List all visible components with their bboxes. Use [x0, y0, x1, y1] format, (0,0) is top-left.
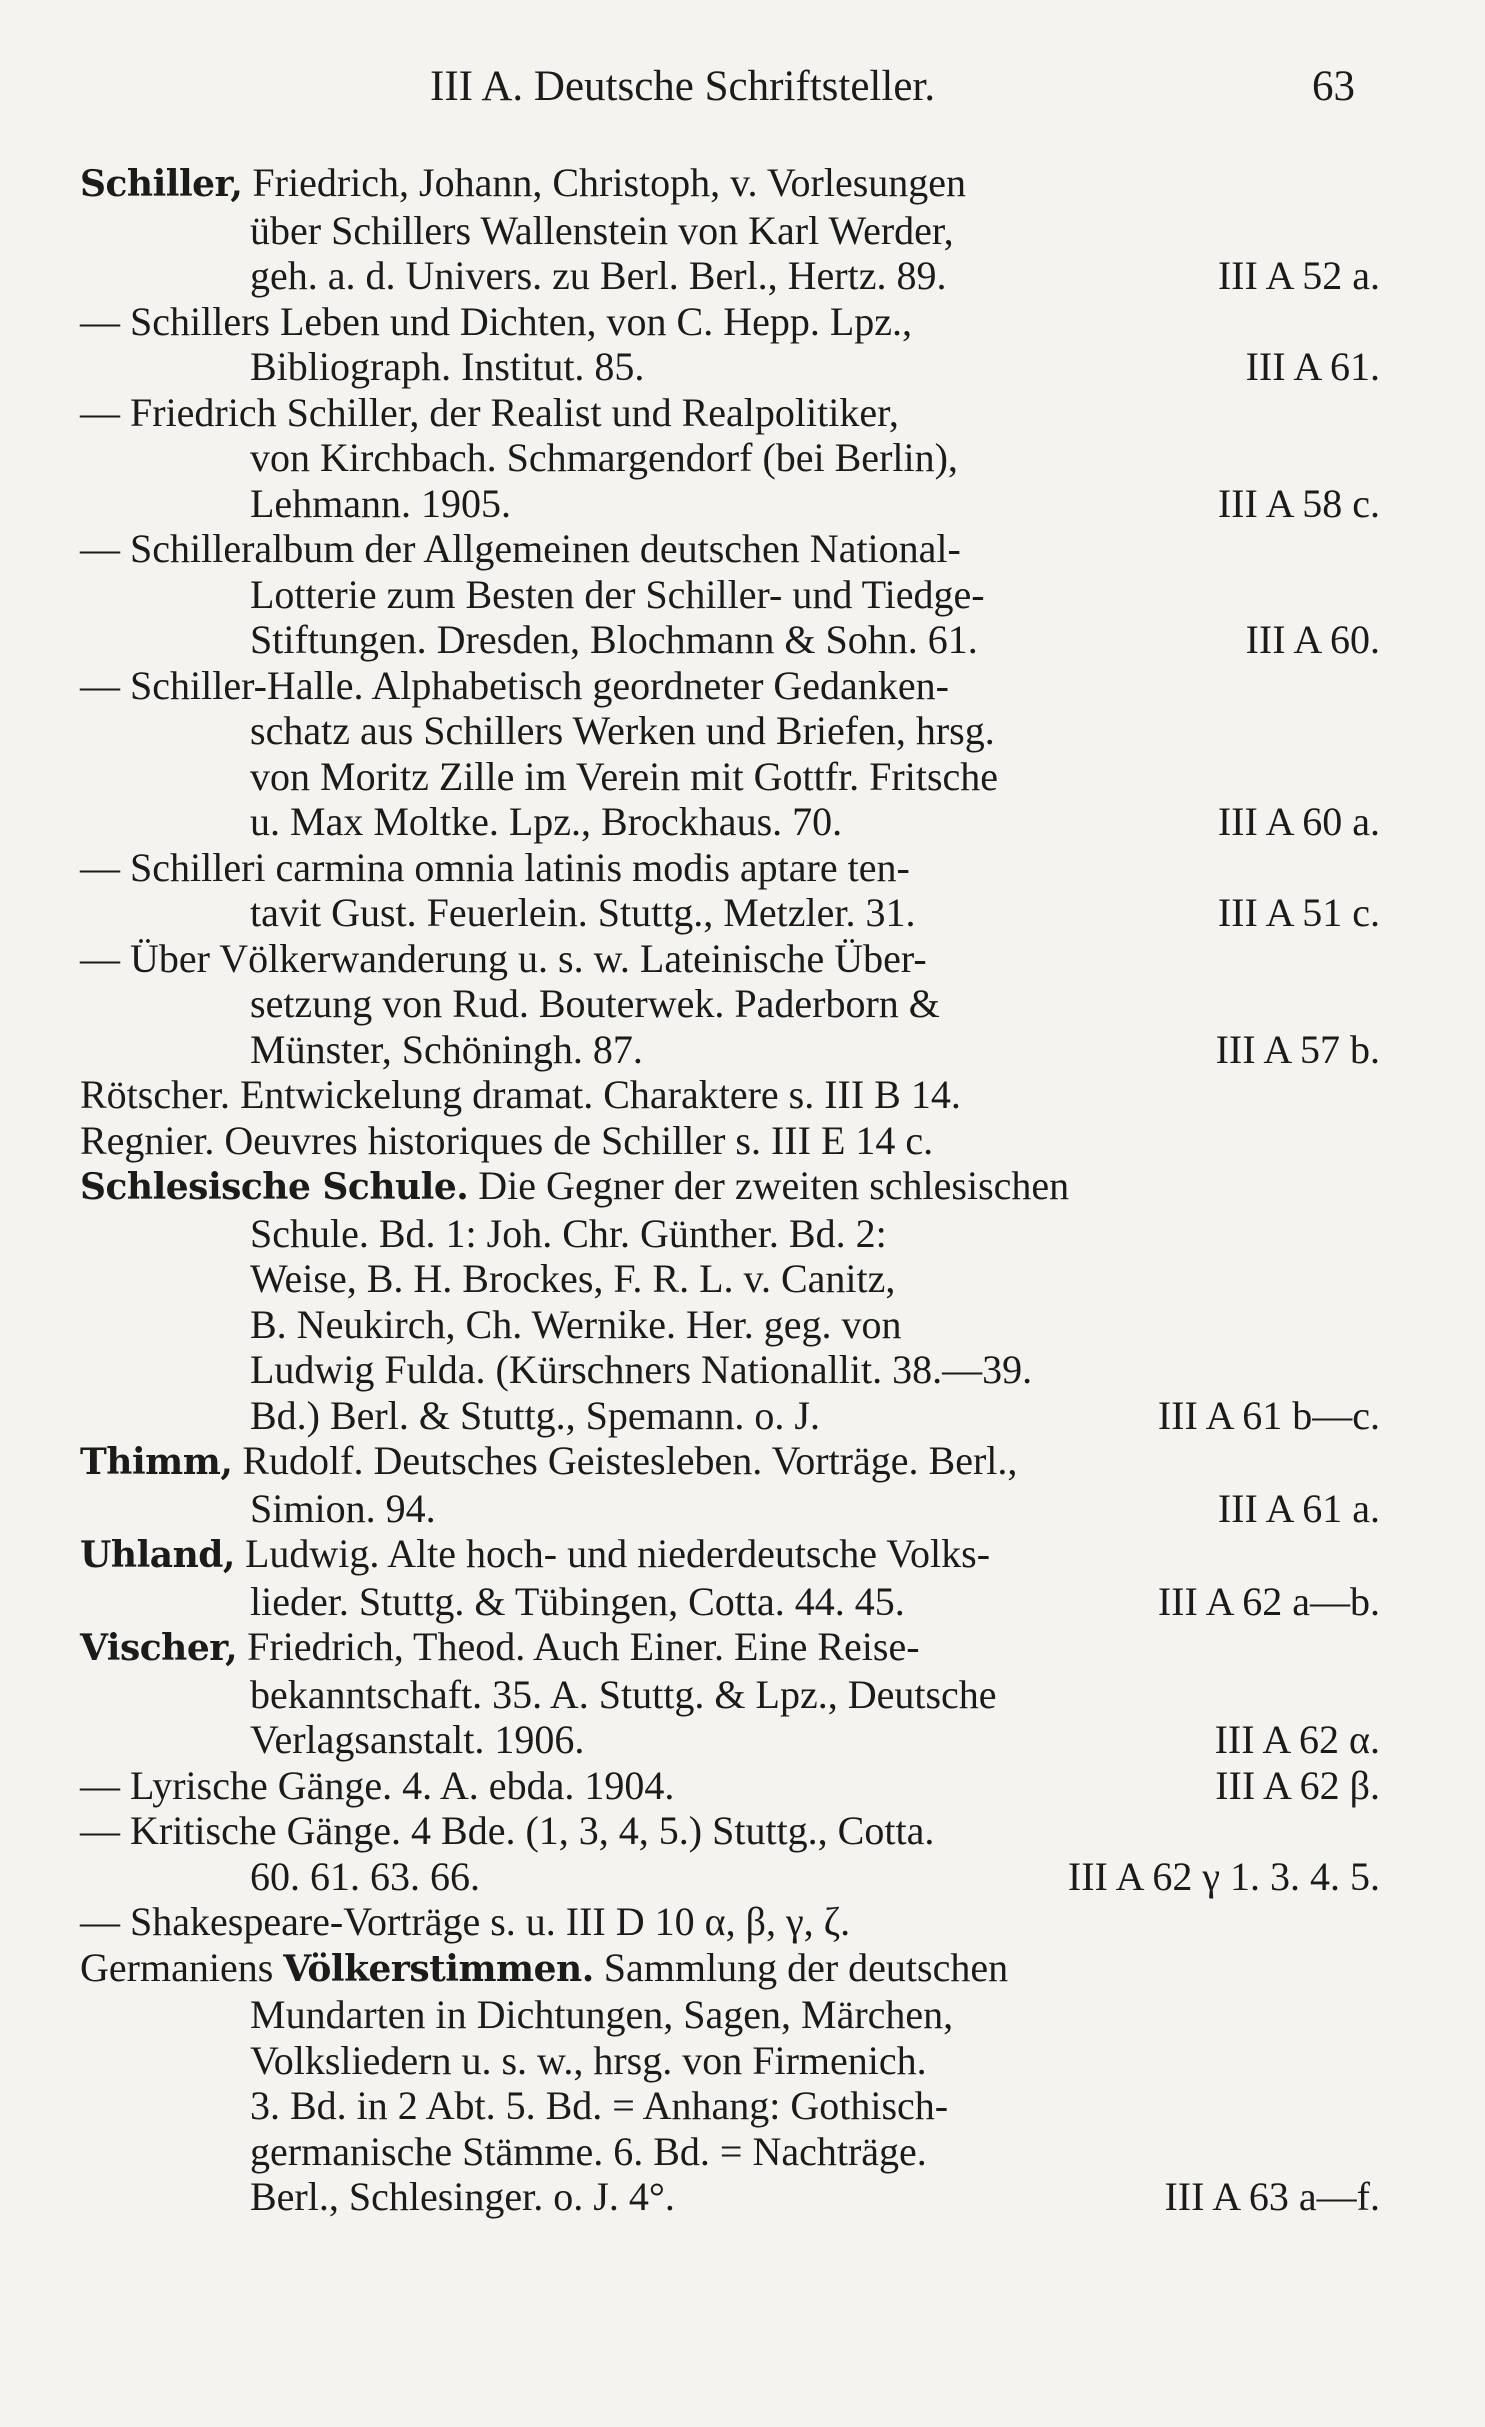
entry-heading: Völkerstimmen.: [283, 1947, 594, 1990]
entry-text: — Schiller-Halle. Alphabetisch geordneter Gedanken-: [80, 662, 949, 708]
entry-text: über Schillers Wallenstein von Karl Werder,: [250, 207, 954, 253]
entry-line: [80, 2038, 1380, 2084]
entry-line: [80, 572, 1380, 618]
entry-line: [80, 253, 1380, 299]
shelf-mark: III A 57 b.: [1215, 1026, 1380, 1072]
entry-line: [80, 663, 1380, 709]
entry-text: Weise, B. H. Brockes, F. R. L. v. Canitz,: [250, 1256, 896, 1301]
entry-text: Stiftungen. Dresden, Blochmann & Sohn. 61.: [250, 617, 978, 662]
entry-line: [80, 1211, 1380, 1257]
entry-line: [80, 1763, 1380, 1809]
entry-text: — Schilleralbum der Allgemeinen deutschen National-: [80, 526, 961, 571]
entry-line: [80, 208, 1380, 254]
entry-text: Berl., Schlesinger. o. J. 4°.: [250, 2174, 675, 2219]
entry-line: [80, 1672, 1380, 1718]
bibliography-entry: [80, 1624, 1380, 1763]
entry-text: — Schillers Leben und Dichten, von C. Hepp. Lpz.,: [80, 298, 913, 344]
entry-heading: Schiller,: [80, 163, 243, 205]
entry-line: [80, 1992, 1380, 2038]
entry-text: — Kritische Gänge. 4 Bde. (1, 3, 4, 5.) Stuttg., Cotta.: [80, 1808, 935, 1853]
entry-text: 60. 61. 63. 66.: [250, 1853, 480, 1899]
entry-text: Lehmann. 1905.: [250, 480, 512, 526]
entry-text: Mundarten in Dichtungen, Sagen, Märchen,: [250, 1992, 954, 2037]
entry-line: [80, 2083, 1380, 2129]
running-header: [0, 62, 1485, 118]
entry-text: Bibliograph. Institut. 85.: [250, 344, 645, 389]
entry-line: [80, 1027, 1380, 1073]
entry-line: [80, 160, 1380, 208]
entry-line: [80, 1531, 1380, 1579]
entry-line: [80, 936, 1380, 982]
shelf-mark: III A 63 a—f.: [1164, 2174, 1380, 2219]
entry-line: [80, 1717, 1380, 1763]
entry-text: Regnier. Oeuvres historiques de Schiller s. III E 14 c.: [80, 1117, 934, 1163]
entry-text: 3. Bd. in 2 Abt. 5. Bd. = Anhang: Gothisch-: [250, 2083, 949, 2128]
bibliography-entry: [80, 1945, 1380, 2220]
entry-line: [80, 981, 1380, 1027]
entry-text: Bd.) Berl. & Stuttg., Spemann. o. J.: [250, 1392, 820, 1438]
shelf-mark: III A 62 a—b.: [1157, 1578, 1380, 1624]
entry-line: [80, 1899, 1380, 1945]
entry-text: Rudolf. Deutsches Geistesleben. Vorträge. Berl.,: [232, 1438, 1018, 1483]
entry-text: Verlagsanstalt. 1906.: [250, 1717, 585, 1762]
entry-text: Münster, Schöningh. 87.: [250, 1026, 643, 1072]
entry-text: tavit Gust. Feuerlein. Stuttg., Metzler. 31.: [250, 890, 916, 935]
entry-text: — Shakespeare-Vorträge s. u. III D 10 α, β, γ, ζ.: [80, 1899, 851, 1944]
bibliography-entry: [80, 1438, 1380, 1531]
entry-text: bekanntschaft. 35. A. Stuttg. & Lpz., Deutsche: [250, 1671, 997, 1717]
bibliography-entry: [80, 299, 1380, 390]
bibliography-entry: [80, 390, 1380, 527]
entry-line: [80, 481, 1380, 527]
entry-text: Friedrich, Johann, Christoph, v. Vorlesungen: [242, 160, 967, 205]
entry-text: von Moritz Zille im Verein mit Gottfr. Fritsche: [250, 753, 999, 799]
entry-text: — Friedrich Schiller, der Realist und Realpolitiker,: [80, 389, 899, 435]
entry-line: [80, 1579, 1380, 1625]
shelf-mark: III A 61.: [1245, 344, 1380, 389]
bibliography-entry: [80, 526, 1380, 663]
page-number: 63: [1312, 63, 1355, 110]
entry-line: [80, 2174, 1380, 2220]
entry-heading: Thimm,: [80, 1441, 233, 1483]
entry-text: germanische Stämme. 6. Bd. = Nachträge.: [250, 2128, 927, 2174]
entry-text: — Schilleri carmina omnia latinis modis aptare ten-: [80, 844, 910, 890]
entry-text: Die Gegner der zweiten schlesischen: [468, 1163, 1070, 1208]
entry-text: geh. a. d. Univers. zu Berl. Berl., Hertz. 89.: [250, 253, 947, 298]
entry-heading: Vischer,: [80, 1627, 238, 1669]
entry-line: [80, 344, 1380, 390]
entry-line: [80, 526, 1380, 572]
entry-text: u. Max Moltke. Lpz., Brockhaus. 70.: [250, 799, 843, 844]
entry-line: [80, 1163, 1380, 1211]
entry-text: Volksliedern u. s. w., hrsg. von Firmenich.: [250, 2037, 927, 2083]
entry-heading: Schlesische Schule.: [80, 1166, 469, 1208]
shelf-mark: III A 51 c.: [1217, 890, 1380, 935]
bibliography-list: [80, 160, 1380, 2220]
entry-line: [80, 1347, 1380, 1393]
shelf-mark: III A 60 a.: [1217, 799, 1380, 844]
entry-text: Ludwig. Alte hoch- und niederdeutsche Volks-: [234, 1531, 991, 1576]
entry-line: [80, 1624, 1380, 1672]
shelf-mark: III A 62 β.: [1215, 1762, 1380, 1808]
entry-line: [80, 1808, 1380, 1854]
entry-text: B. Neukirch, Ch. Wernike. Her. geg. von: [250, 1301, 902, 1347]
bibliography-entry: [80, 1763, 1380, 1809]
entry-line: [80, 1118, 1380, 1164]
bibliography-entry: [80, 1531, 1380, 1624]
entry-line: [80, 435, 1380, 481]
entry-text: schatz aus Schillers Werken und Briefen, hrsg.: [250, 708, 995, 753]
entry-line: [80, 1438, 1380, 1486]
bibliography-entry: [80, 845, 1380, 936]
shelf-mark: III A 61 b—c.: [1157, 1392, 1380, 1438]
entry-line: [80, 1393, 1380, 1439]
entry-line: [80, 754, 1380, 800]
entry-text: setzung von Rud. Bouterwek. Paderborn &: [250, 981, 940, 1026]
entry-heading: Uhland,: [80, 1534, 235, 1576]
header-title: III A. Deutsche Schriftsteller.: [430, 63, 936, 110]
entry-line: [80, 617, 1380, 663]
shelf-mark: III A 60.: [1245, 617, 1380, 662]
entry-text: von Kirchbach. Schmargendorf (bei Berlin),: [250, 435, 958, 480]
shelf-mark: III A 58 c.: [1217, 480, 1380, 526]
entry-text: — Über Völkerwanderung u. s. w. Lateinische Über-: [80, 935, 927, 981]
entry-line: [80, 708, 1380, 754]
bibliography-entry: [80, 1899, 1380, 1945]
bibliography-entry: [80, 1118, 1380, 1164]
entry-line: [80, 2129, 1380, 2175]
entry-line: [80, 1854, 1380, 1900]
entry-line: [80, 890, 1380, 936]
bibliography-entry: [80, 663, 1380, 845]
bibliography-entry: [80, 1163, 1380, 1438]
shelf-mark: III A 62 γ 1. 3. 4. 5.: [1067, 1853, 1380, 1899]
entry-line: [80, 1072, 1380, 1118]
entry-line: [80, 1945, 1380, 1993]
entry-text: Ludwig Fulda. (Kürschners Nationallit. 38.—39.: [250, 1347, 1033, 1392]
entry-line: [80, 799, 1380, 845]
entry-text: — Lyrische Gänge. 4. A. ebda. 1904.: [80, 1762, 675, 1808]
bibliography-entry: [80, 936, 1380, 1073]
entry-text: Schule. Bd. 1: Joh. Chr. Günther. Bd. 2:: [250, 1210, 887, 1256]
entry-text: Simion. 94.: [250, 1485, 436, 1531]
entry-line: [80, 845, 1380, 891]
bibliography-entry: [80, 1808, 1380, 1899]
entry-text: Sammlung der deutschen: [593, 1944, 1009, 1990]
entry-text: lieder. Stuttg. & Tübingen, Cotta. 44. 45.: [250, 1578, 905, 1624]
bibliography-entry: [80, 1072, 1380, 1118]
entry-line: [80, 390, 1380, 436]
bibliography-entry: [80, 160, 1380, 299]
entry-text: Rötscher. Entwickelung dramat. Charaktere s. III B 14.: [80, 1072, 961, 1117]
entry-line: [80, 1256, 1380, 1302]
entry-prefix: Germaniens: [80, 1944, 284, 1990]
entry-line: [80, 299, 1380, 345]
entry-text: Lotterie zum Besten der Schiller- und Tiedge-: [250, 571, 985, 617]
entry-text: Friedrich, Theod. Auch Einer. Eine Reise-: [237, 1624, 920, 1669]
entry-line: [80, 1302, 1380, 1348]
shelf-mark: III A 61 a.: [1217, 1485, 1380, 1531]
shelf-mark: III A 62 α.: [1214, 1717, 1380, 1762]
entry-line: [80, 1486, 1380, 1532]
shelf-mark: III A 52 a.: [1217, 253, 1380, 298]
